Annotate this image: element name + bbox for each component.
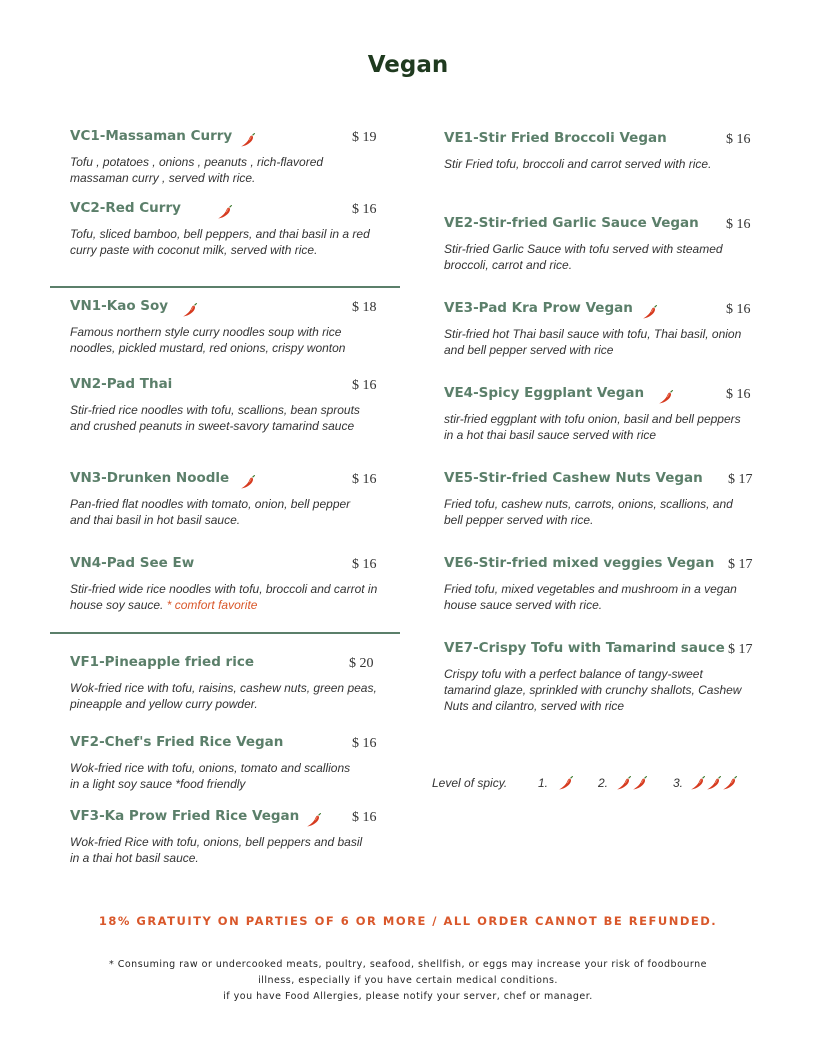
chili-icon xyxy=(658,386,674,405)
item-description: Stir Fried tofu, broccoli and carrot served with rice. xyxy=(444,157,712,171)
chili-icon-shape xyxy=(240,475,256,489)
chili-icon xyxy=(558,775,574,789)
chili-icon xyxy=(306,809,322,828)
item-price: $ 19 xyxy=(352,130,377,145)
spicy-level-3-chilis xyxy=(690,775,738,790)
item-description: Stir-fried hot Thai basil sauce with tofu, Thai basil, onion and bell pepper served with rice xyxy=(444,327,742,357)
chili-icon-shape xyxy=(690,776,706,790)
section-divider xyxy=(50,632,400,634)
item-description: Crispy tofu with a perfect balance of tangy-sweet tamarind glaze, sprinkled with crunchy shallots, Cashew Nuts and cilantro, served with rice xyxy=(444,667,742,713)
section-divider xyxy=(50,286,400,288)
item-description: Wok-fried rice with tofu, onions, tomato and scallions in a light soy sauce *food friendly xyxy=(70,761,351,791)
item-name: VN4-Pad See Ew xyxy=(70,555,195,571)
item-name: VE2-Stir-fried Garlic Sauce Vegan xyxy=(444,215,699,231)
item-description: Fried tofu, mixed vegetables and mushroom in a vegan house sauce served with rice. xyxy=(444,582,737,612)
item-name: VE1-Stir Fried Broccoli Vegan xyxy=(444,130,667,146)
item-name: VE7-Crispy Tofu with Tamarind sauce xyxy=(444,640,725,656)
item-description: Famous northern style curry noodles soup with rice noodles, pickled mustard, red onions, crispy wonton xyxy=(70,325,346,355)
item-price: $ 17 xyxy=(728,642,753,657)
item-price: $ 16 xyxy=(352,378,377,393)
item-price: $ 16 xyxy=(726,132,751,147)
chili-icon-shape xyxy=(306,813,322,827)
item-description: Wok-fried rice with tofu, raisins, cashew nuts, green peas, pineapple and yellow curry powder. xyxy=(70,681,377,711)
item-price: $ 18 xyxy=(352,300,377,315)
item-price: $ 16 xyxy=(352,202,377,217)
spicy-level-1-chilis xyxy=(558,775,574,790)
item-description: stir-fried eggplant with tofu onion, basil and bell peppers in a hot thai basil sauce served with rice xyxy=(444,412,741,442)
chili-icon-shape xyxy=(722,776,738,790)
item-description: Stir-fried Garlic Sauce with tofu served with steamed broccoli, carrot and rice. xyxy=(444,242,723,272)
item-name: VN1-Kao Soy xyxy=(70,298,169,314)
chili-icon-shape xyxy=(658,390,674,404)
item-name: VF3-Ka Prow Fried Rice Vegan xyxy=(70,808,300,824)
food-safety-note: illness, especially if you have certain medical conditions. xyxy=(258,975,558,986)
chili-icon-shape xyxy=(217,205,233,219)
item-price: $ 16 xyxy=(726,302,751,317)
chili-icon-shape xyxy=(240,133,256,147)
item-description-text: Stir-fried wide rice noodles with tofu, broccoli and carrot in house soy sauce. xyxy=(70,582,378,612)
food-safety-note: * Consuming raw or undercooked meats, poultry, seafood, shellfish, or eggs may increase your risk of foodbourne xyxy=(108,959,708,970)
chili-icon xyxy=(616,775,632,789)
item-highlight: * comfort favorite xyxy=(166,598,258,612)
item-price: $ 16 xyxy=(352,736,377,751)
chili-icon xyxy=(642,301,658,320)
item-description xyxy=(70,581,380,613)
gratuity-notice: 18% GRATUITY ON PARTIES OF 6 OR MORE / ALL ORDER CANNOT BE REFUNDED. xyxy=(98,914,718,928)
item-name: VC2-Red Curry xyxy=(70,200,181,216)
item-price: $ 16 xyxy=(352,557,377,572)
item-name: VN2-Pad Thai xyxy=(70,376,173,392)
spicy-level-3-label: 3. xyxy=(673,776,684,790)
item-name: VC1-Massaman Curry xyxy=(70,128,233,144)
item-description: Tofu , potatoes , onions , peanuts , rich-flavored massaman curry , served with rice. xyxy=(70,155,324,185)
chili-icon-shape xyxy=(642,305,658,319)
item-price: $ 16 xyxy=(726,217,751,232)
chili-icon-shape xyxy=(558,776,574,790)
chili-icon xyxy=(706,775,722,789)
item-name: VF2-Chef's Fried Rice Vegan xyxy=(70,734,284,750)
item-price: $ 16 xyxy=(352,472,377,487)
chili-icon-shape xyxy=(182,303,198,317)
chili-icon xyxy=(722,775,738,789)
item-description: Wok-fried Rice with tofu, onions, bell peppers and basil in a thai hot basil sauce. xyxy=(70,835,363,865)
chili-icon-shape xyxy=(616,776,632,790)
item-name: VE3-Pad Kra Prow Vegan xyxy=(444,300,633,316)
item-description: Pan-fried flat noodles with tomato, onion, bell pepper and thai basil in hot basil sauce. xyxy=(70,497,351,527)
chili-icon-shape xyxy=(632,776,648,790)
spicy-level-1-label: 1. xyxy=(538,776,549,790)
chili-icon-shape xyxy=(706,776,722,790)
item-price: $ 16 xyxy=(352,810,377,825)
item-description: Stir-fried rice noodles with tofu, scallions, bean sprouts and crushed peanuts in sweet-savory tamarind sauce xyxy=(70,403,360,433)
page-title: Vegan xyxy=(367,52,449,78)
item-price: $ 20 xyxy=(349,656,374,671)
item-price: $ 17 xyxy=(728,472,753,487)
chili-icon xyxy=(632,775,648,789)
item-name: VE5-Stir-fried Cashew Nuts Vegan xyxy=(444,470,703,486)
chili-icon xyxy=(690,775,706,789)
item-description: Tofu, sliced bamboo, bell peppers, and thai basil in a red curry paste with coconut milk, served with rice. xyxy=(70,227,370,257)
spicy-legend-label: Level of spicy. xyxy=(432,776,508,790)
chili-icon xyxy=(217,201,233,220)
item-name: VF1-Pineapple fried rice xyxy=(70,654,254,670)
allergy-note: if you have Food Allergies, please notify your server, chef or manager. xyxy=(223,991,593,1002)
chili-icon xyxy=(240,471,256,490)
item-price: $ 16 xyxy=(726,387,751,402)
item-name: VN3-Drunken Noodle xyxy=(70,470,230,486)
item-name: VE6-Stir-fried mixed veggies Vegan xyxy=(444,555,715,571)
spicy-level-2-chilis xyxy=(616,775,648,790)
item-name: VE4-Spicy Eggplant Vegan xyxy=(444,385,645,401)
item-description: Fried tofu, cashew nuts, carrots, onions, scallions, and bell pepper served with rice. xyxy=(444,497,733,527)
item-price: $ 17 xyxy=(728,557,753,572)
chili-icon xyxy=(182,299,198,318)
spicy-level-2-label: 2. xyxy=(598,776,609,790)
chili-icon xyxy=(240,129,256,148)
